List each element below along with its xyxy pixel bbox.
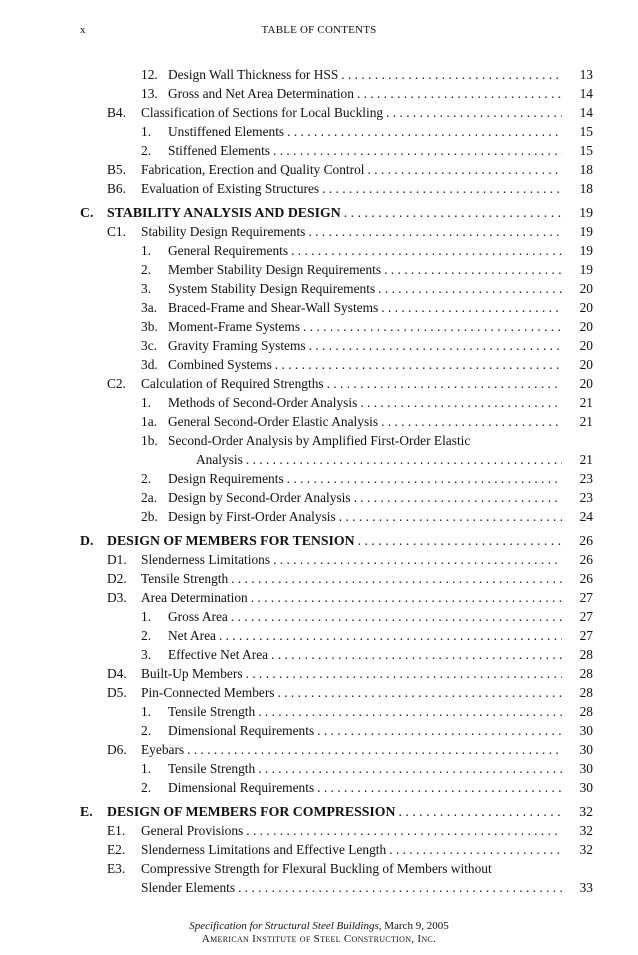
toc-entry-label: D6. <box>107 742 127 757</box>
toc-entry-text <box>107 203 562 222</box>
toc-entry-title: Classification of Sections for Local Buckling <box>141 105 384 120</box>
toc-entry-label: 2b. <box>141 509 158 524</box>
toc-entry-page: 20 <box>579 319 593 334</box>
toc-entry-text <box>168 355 562 374</box>
toc-entry-text <box>168 507 562 526</box>
toc-entry <box>0 160 638 179</box>
dot-leader <box>322 179 562 198</box>
toc-entry-label: E3. <box>107 861 126 876</box>
toc-entry <box>0 664 638 683</box>
toc-entry-page: 19 <box>579 243 593 258</box>
toc-entry <box>0 645 638 664</box>
toc-entry-title: Slenderness Limitations <box>141 552 271 567</box>
toc-entry-page: 28 <box>579 666 593 681</box>
toc-entry-label: D. <box>80 533 94 548</box>
toc-entry-label: 2a. <box>141 490 157 505</box>
toc-entry <box>0 179 638 198</box>
toc-entry-page: 27 <box>579 628 593 643</box>
dot-leader <box>360 393 562 412</box>
toc-entry-text <box>141 821 562 840</box>
toc-entry-text <box>141 374 562 393</box>
dot-leader <box>238 878 562 897</box>
toc-entry <box>0 859 638 878</box>
toc-entry-text <box>168 626 562 645</box>
toc-entry-label: 13. <box>141 86 158 101</box>
dot-leader <box>273 141 562 160</box>
toc-entry-text <box>168 279 562 298</box>
toc-entry-text <box>168 645 562 664</box>
toc-entry-page: 23 <box>579 490 593 505</box>
toc-entry-title: Stiffened Elements <box>168 143 271 158</box>
dot-leader <box>339 507 562 526</box>
toc-entry-text <box>141 588 562 607</box>
page-header <box>0 24 638 40</box>
dot-leader <box>398 802 562 821</box>
toc-entry-label: 1. <box>141 395 152 410</box>
toc-entry <box>0 469 638 488</box>
toc-entry-label: C2. <box>107 376 126 391</box>
toc-entry-label: B6. <box>107 181 126 196</box>
toc-entry-text <box>141 569 562 588</box>
toc-entry-label: D4. <box>107 666 127 681</box>
toc-entry-page: 26 <box>579 552 593 567</box>
toc-entry <box>0 759 638 778</box>
toc-entry-title: Slender Elements <box>141 880 236 895</box>
toc-entry <box>0 355 638 374</box>
toc-entry-title: General Provisions <box>141 823 244 838</box>
toc-entry-label: D3. <box>107 590 127 605</box>
toc-entry-page: 28 <box>579 647 593 662</box>
toc-entry-title: Gravity Framing Systems <box>168 338 306 353</box>
toc-entry <box>0 84 638 103</box>
toc-entry-text <box>168 393 562 412</box>
toc-entry-page: 30 <box>579 780 593 795</box>
toc-entry-page: 32 <box>579 842 593 857</box>
toc-entry-label: 12. <box>141 67 158 82</box>
toc-entry-label: 2. <box>141 262 152 277</box>
toc-entry-title: Fabrication, Erection and Quality Control <box>141 162 365 177</box>
toc-entry-label: 3. <box>141 647 152 662</box>
toc-entry-page: 15 <box>579 143 593 158</box>
footer-publisher: American Institute of Steel Construction, Inc. <box>201 933 437 945</box>
toc-entry-page: 19 <box>579 262 593 277</box>
footer-title: Specification for Structural Steel Buildings, <box>189 920 382 932</box>
toc-entry-title: General Requirements <box>168 243 289 258</box>
toc-entry <box>0 550 638 569</box>
toc-entry-text <box>168 431 562 450</box>
toc-chapter <box>0 203 638 222</box>
toc-entry <box>0 141 638 160</box>
toc-entry-page: 21 <box>579 414 593 429</box>
toc-entry-title: Design Wall Thickness for HSS <box>168 67 339 82</box>
toc-entry-title: Analysis <box>196 452 243 467</box>
toc-entry-text <box>168 84 562 103</box>
toc-entry-title: Compressive Strength for Flexural Buckling of Members without <box>141 861 492 876</box>
toc-entry-title: Tensile Strength <box>168 761 256 776</box>
toc-entry-page: 21 <box>579 452 593 467</box>
toc-entry-label: B5. <box>107 162 126 177</box>
dot-leader <box>246 450 562 469</box>
toc-entry-label: 2. <box>141 143 152 158</box>
toc-entry-text <box>168 412 562 431</box>
toc-entry-text <box>168 607 562 626</box>
toc-entry-title: Design by First-Order Analysis <box>168 509 336 524</box>
dot-leader <box>187 740 562 759</box>
toc-entry-page: 14 <box>579 105 593 120</box>
toc-entry-page: 14 <box>579 86 593 101</box>
toc-entry-title: Methods of Second-Order Analysis <box>168 395 358 410</box>
dot-leader <box>384 260 562 279</box>
toc-entry <box>0 588 638 607</box>
toc-entry-title: Tensile Strength <box>141 571 229 586</box>
toc-entry <box>0 65 638 84</box>
toc-entry-label: E. <box>80 804 93 819</box>
toc-entry-text <box>168 488 562 507</box>
toc-entry-label: 3b. <box>141 319 158 334</box>
toc-entry-label: 1. <box>141 609 152 624</box>
toc-entry-label: E1. <box>107 823 126 838</box>
toc-entry-title: Member Stability Design Requirements <box>168 262 382 277</box>
dot-leader <box>219 626 562 645</box>
toc-entry-text <box>168 702 562 721</box>
toc-entry <box>0 317 638 336</box>
toc-entry-text <box>107 531 562 550</box>
dot-leader <box>251 588 562 607</box>
toc-entry-page: 30 <box>579 742 593 757</box>
toc-entry-text <box>107 802 562 821</box>
toc-entry-title: Net Area <box>168 628 216 643</box>
toc-entry-title: Second-Order Analysis by Amplified First-Order Elastic <box>168 433 471 448</box>
toc-entry-text <box>141 664 562 683</box>
dot-leader <box>291 241 562 260</box>
toc-entry-page: 32 <box>579 804 593 819</box>
toc-entry-page: 24 <box>579 509 593 524</box>
toc-entry-page: 20 <box>579 376 593 391</box>
page-number: x <box>80 24 86 36</box>
toc-entry-page: 21 <box>579 395 593 410</box>
toc-entry <box>0 569 638 588</box>
toc-entry-title: Dimensional Requirements <box>168 723 315 738</box>
dot-leader <box>327 374 562 393</box>
dot-leader <box>378 279 562 298</box>
toc-entry-title: Braced-Frame and Shear-Wall Systems <box>168 300 379 315</box>
toc-entry <box>0 412 638 431</box>
dot-leader <box>344 203 562 222</box>
dot-leader <box>309 336 562 355</box>
toc-entry-text <box>168 317 562 336</box>
dot-leader <box>354 488 562 507</box>
toc-entry-label: 1. <box>141 761 152 776</box>
toc-entry-text <box>168 65 562 84</box>
page-title: TABLE OF CONTENTS <box>261 24 377 36</box>
toc-entry-title: DESIGN OF MEMBERS FOR COMPRESSION <box>107 804 396 819</box>
toc-entry-label: 2. <box>141 780 152 795</box>
toc-entry-text <box>196 450 562 469</box>
toc-entry <box>0 840 638 859</box>
dot-leader <box>287 122 562 141</box>
dot-leader <box>246 664 562 683</box>
toc-entry-title: Gross and Net Area Determination <box>168 86 354 101</box>
toc-entry-page: 32 <box>579 823 593 838</box>
toc-entry-label: 3c. <box>141 338 157 353</box>
dot-leader <box>287 469 562 488</box>
toc-entry <box>0 260 638 279</box>
toc-entry-label: 2. <box>141 723 152 738</box>
toc-entry-page: 28 <box>579 685 593 700</box>
toc-entry-title: Eyebars <box>141 742 185 757</box>
toc-entry <box>0 778 638 797</box>
toc-entry-page: 18 <box>579 162 593 177</box>
toc-entry <box>0 103 638 122</box>
toc-entry-title: Stability Design Requirements <box>141 224 306 239</box>
toc-entry-text <box>141 160 562 179</box>
toc-entry-page: 19 <box>579 224 593 239</box>
dot-leader <box>231 569 562 588</box>
toc-entry-text <box>168 721 562 740</box>
toc-entry-title: System Stability Design Requirements <box>168 281 376 296</box>
toc-entry-page: 26 <box>579 571 593 586</box>
toc-entry-label: 3a. <box>141 300 157 315</box>
dot-leader <box>271 645 562 664</box>
dot-leader <box>358 531 562 550</box>
toc-entry-text <box>141 740 562 759</box>
dot-leader <box>381 412 562 431</box>
toc-entry <box>0 241 638 260</box>
footer-date: March 9, 2005 <box>384 920 449 932</box>
toc-entry-text <box>168 759 562 778</box>
toc-entry-label: 3d. <box>141 357 158 372</box>
toc-entry-label: E2. <box>107 842 126 857</box>
toc-entry-title: Built-Up Members <box>141 666 243 681</box>
footer-publication <box>0 920 638 933</box>
dot-leader <box>357 84 562 103</box>
dot-leader <box>275 355 562 374</box>
toc-entry-label: D1. <box>107 552 127 567</box>
dot-leader <box>303 317 562 336</box>
toc-entry-title: Moment-Frame Systems <box>168 319 301 334</box>
toc-entry-title: Dimensional Requirements <box>168 780 315 795</box>
toc-entry <box>0 626 638 645</box>
toc-entry-title: Tensile Strength <box>168 704 256 719</box>
toc-entry-label: 1. <box>141 124 152 139</box>
toc-entry <box>0 878 638 897</box>
toc-entry-text <box>141 683 562 702</box>
toc-entry <box>0 298 638 317</box>
toc-entry <box>0 488 638 507</box>
toc-entry-title: Evaluation of Existing Structures <box>141 181 320 196</box>
toc-entry-label: D2. <box>107 571 127 586</box>
toc-entry <box>0 393 638 412</box>
toc-entry-text <box>141 179 562 198</box>
dot-leader <box>231 607 562 626</box>
toc-chapter <box>0 802 638 821</box>
toc-entry-text <box>141 878 562 897</box>
toc-entry-text <box>168 122 562 141</box>
toc-entry <box>0 374 638 393</box>
toc-entry-title: Calculation of Required Strengths <box>141 376 324 391</box>
toc-entry-page: 18 <box>579 181 593 196</box>
dot-leader <box>341 65 562 84</box>
dot-leader <box>381 298 562 317</box>
dot-leader <box>386 103 562 122</box>
page-footer <box>0 920 638 946</box>
toc-entry-text <box>141 222 562 241</box>
toc-entry-page: 33 <box>579 880 593 895</box>
toc-entry-label: 3. <box>141 281 152 296</box>
toc-entry-page: 28 <box>579 704 593 719</box>
toc-entry-title: Pin-Connected Members <box>141 685 275 700</box>
toc-entry-title: STABILITY ANALYSIS AND DESIGN <box>107 205 341 220</box>
toc-entry <box>0 702 638 721</box>
dot-leader <box>273 550 562 569</box>
toc-entry-title: Gross Area <box>168 609 228 624</box>
toc-entry <box>0 821 638 840</box>
toc-entry <box>0 607 638 626</box>
toc-entry-title: Area Determination <box>141 590 248 605</box>
table-of-contents <box>0 65 638 897</box>
dot-leader <box>246 821 562 840</box>
toc-entry-page: 19 <box>579 205 593 220</box>
toc-entry-label: D5. <box>107 685 127 700</box>
toc-entry-page: 27 <box>579 590 593 605</box>
toc-entry <box>0 122 638 141</box>
dot-leader <box>258 759 562 778</box>
toc-entry-page: 20 <box>579 281 593 296</box>
toc-entry <box>0 336 638 355</box>
toc-entry-label: 1. <box>141 704 152 719</box>
toc-entry-text <box>168 241 562 260</box>
toc-entry-label: 1b. <box>141 433 158 448</box>
toc-entry-page: 23 <box>579 471 593 486</box>
toc-entry-text <box>168 141 562 160</box>
toc-entry <box>0 222 638 241</box>
toc-entry-page: 27 <box>579 609 593 624</box>
toc-entry-label: C1. <box>107 224 126 239</box>
dot-leader <box>368 160 563 179</box>
toc-entry-page: 13 <box>579 67 593 82</box>
toc-entry-title: Slenderness Limitations and Effective Length <box>141 842 387 857</box>
toc-entry-title: DESIGN OF MEMBERS FOR TENSION <box>107 533 355 548</box>
toc-entry-label: B4. <box>107 105 126 120</box>
toc-entry-page: 30 <box>579 761 593 776</box>
toc-entry-title: Combined Systems <box>168 357 272 372</box>
toc-entry-label: C. <box>80 205 94 220</box>
toc-entry-page: 20 <box>579 300 593 315</box>
toc-entry-title: Unstiffened Elements <box>168 124 285 139</box>
toc-entry-page: 15 <box>579 124 593 139</box>
dot-leader <box>308 222 562 241</box>
toc-entry-text <box>168 260 562 279</box>
toc-entry-text <box>141 103 562 122</box>
toc-entry-title: Design by Second-Order Analysis <box>168 490 351 505</box>
toc-entry <box>0 279 638 298</box>
toc-entry-text <box>168 298 562 317</box>
toc-entry-page: 20 <box>579 338 593 353</box>
toc-entry <box>0 431 638 450</box>
toc-entry-text <box>168 778 562 797</box>
toc-entry-text <box>141 859 562 878</box>
toc-entry-title: Effective Net Area <box>168 647 269 662</box>
toc-chapter <box>0 531 638 550</box>
toc-entry-label: 2. <box>141 628 152 643</box>
dot-leader <box>389 840 562 859</box>
toc-entry-page: 20 <box>579 357 593 372</box>
dot-leader <box>258 702 562 721</box>
dot-leader <box>278 683 562 702</box>
dot-leader <box>317 721 562 740</box>
toc-entry-title: General Second-Order Elastic Analysis <box>168 414 379 429</box>
toc-entry <box>0 450 638 469</box>
toc-entry-label: 1. <box>141 243 152 258</box>
toc-entry-text <box>168 336 562 355</box>
toc-entry-text <box>168 469 562 488</box>
toc-entry <box>0 507 638 526</box>
toc-entry <box>0 721 638 740</box>
toc-entry-text <box>141 550 562 569</box>
toc-entry-title: Design Requirements <box>168 471 284 486</box>
toc-entry-page: 26 <box>579 533 593 548</box>
dot-leader <box>317 778 562 797</box>
toc-entry-text <box>141 840 562 859</box>
toc-entry <box>0 683 638 702</box>
toc-entry-label: 2. <box>141 471 152 486</box>
toc-entry <box>0 740 638 759</box>
toc-entry-label: 1a. <box>141 414 157 429</box>
toc-entry-page: 30 <box>579 723 593 738</box>
